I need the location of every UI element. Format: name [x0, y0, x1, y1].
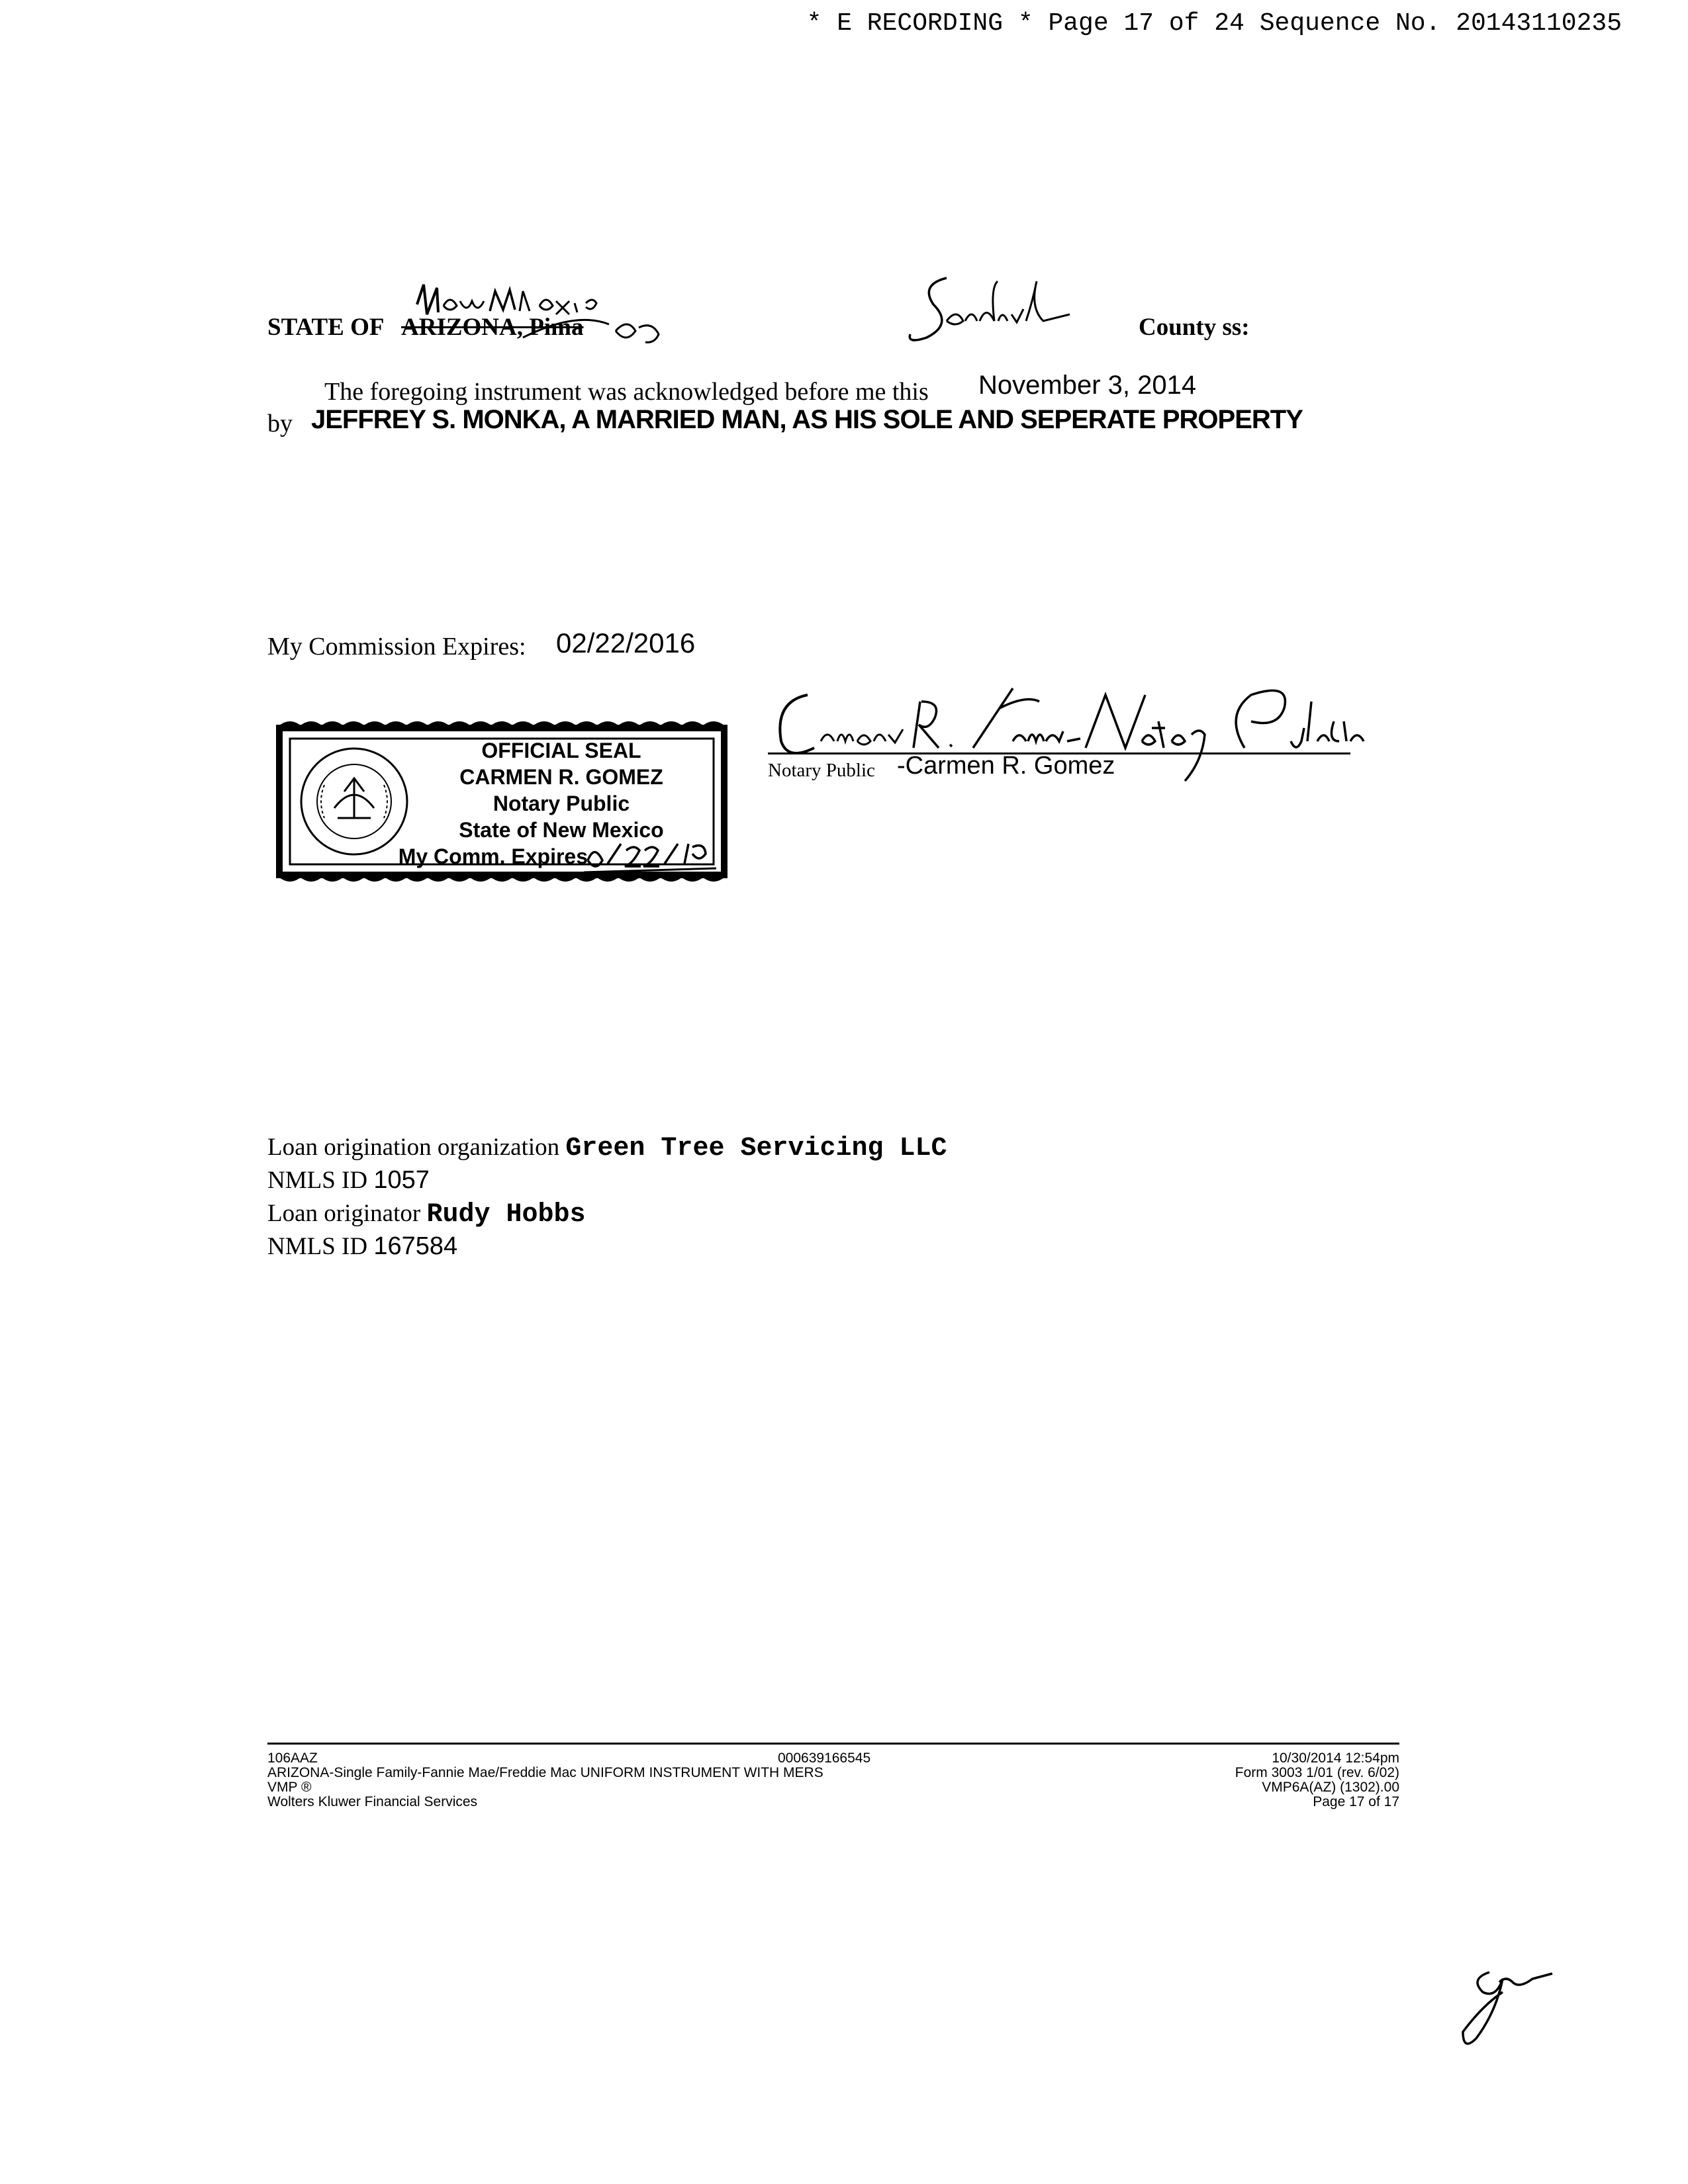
loan-org-nmls-row: [267, 1166, 430, 1195]
notary-signature: [768, 675, 1470, 801]
seal-role: Notary Public: [492, 792, 630, 815]
county-handwritten-signature: [907, 258, 1119, 344]
notary-name: -Carmen R. Gomez: [897, 752, 1115, 780]
loan-org-label: Loan origination organization: [267, 1134, 560, 1161]
footer-loan-number: 000639166545: [778, 1751, 871, 1766]
loan-org-row: [267, 1133, 947, 1163]
commission-label: My Commission Expires:: [267, 633, 526, 660]
loan-originator-row: [267, 1199, 585, 1230]
loan-originator-value: Rudy Hobbs: [426, 1200, 586, 1230]
footer-vmp-code: VMP6A(AZ) (1302).00: [1262, 1780, 1399, 1795]
notary-label: Notary Public: [768, 760, 875, 781]
official-seal: [270, 715, 733, 888]
loan-org-nmls-label: NMLS ID: [267, 1167, 368, 1194]
loan-originator-label: Loan originator: [267, 1200, 421, 1227]
commission-date: 02/22/2016: [556, 627, 696, 659]
recording-header: * E RECORDING * Page 17 of 24 Sequence No. 20143110235: [806, 9, 1622, 38]
footer-publisher: Wolters Kluwer Financial Services: [267, 1794, 478, 1809]
acknowledgement-date: November 3, 2014: [978, 371, 1197, 400]
footer-form-code: 106AAZ: [267, 1751, 318, 1766]
loan-originator-nmls-label: NMLS ID: [267, 1233, 368, 1260]
loan-org-nmls-value: 1057: [373, 1166, 430, 1194]
seal-expires-label: My Comm. Expires: [398, 844, 588, 868]
state-struck-text: ARIZONA, Pima: [401, 314, 584, 341]
loan-originator-nmls-value: 167584: [373, 1232, 458, 1260]
seal-expires-handwritten: [581, 834, 733, 880]
footer-page-number: Page 17 of 17: [1313, 1794, 1399, 1809]
footer-timestamp: 10/30/2014 12:54pm: [1272, 1751, 1399, 1766]
footer-rule: [267, 1743, 1399, 1745]
loan-originator-nmls-row: [267, 1232, 457, 1261]
acknowledgement-text: The foregoing instrument was acknowledged before me this: [324, 378, 929, 406]
by-label: by: [267, 410, 293, 437]
seal-state: State of New Mexico: [459, 818, 664, 842]
footer-left: [267, 1751, 823, 1809]
state-handwritten-signature: [397, 265, 688, 351]
seal-name: CARMEN R. GOMEZ: [459, 765, 663, 789]
footer-vmp: VMP ®: [267, 1780, 312, 1795]
footer-form-number: Form 3003 1/01 (rev. 6/02): [1235, 1765, 1399, 1780]
footer-right: [1235, 1751, 1399, 1809]
loan-org-value: Green Tree Servicing LLC: [565, 1134, 947, 1163]
seal-title: OFFICIAL SEAL: [481, 739, 641, 762]
footer-form-title: ARIZONA-Single Family-Fannie Mae/Freddie Mac UNIFORM INSTRUMENT WITH MERS: [267, 1765, 823, 1780]
county-label: County ss:: [1139, 314, 1250, 341]
state-label: STATE OF: [267, 314, 385, 341]
state-seal-emblem-icon: [298, 745, 410, 858]
initials-handwritten: [1443, 1959, 1562, 2045]
acknowledging-party: JEFFREY S. MONKA, A MARRIED MAN, AS HIS SOLE AND SEPERATE PROPERTY: [311, 405, 1303, 434]
